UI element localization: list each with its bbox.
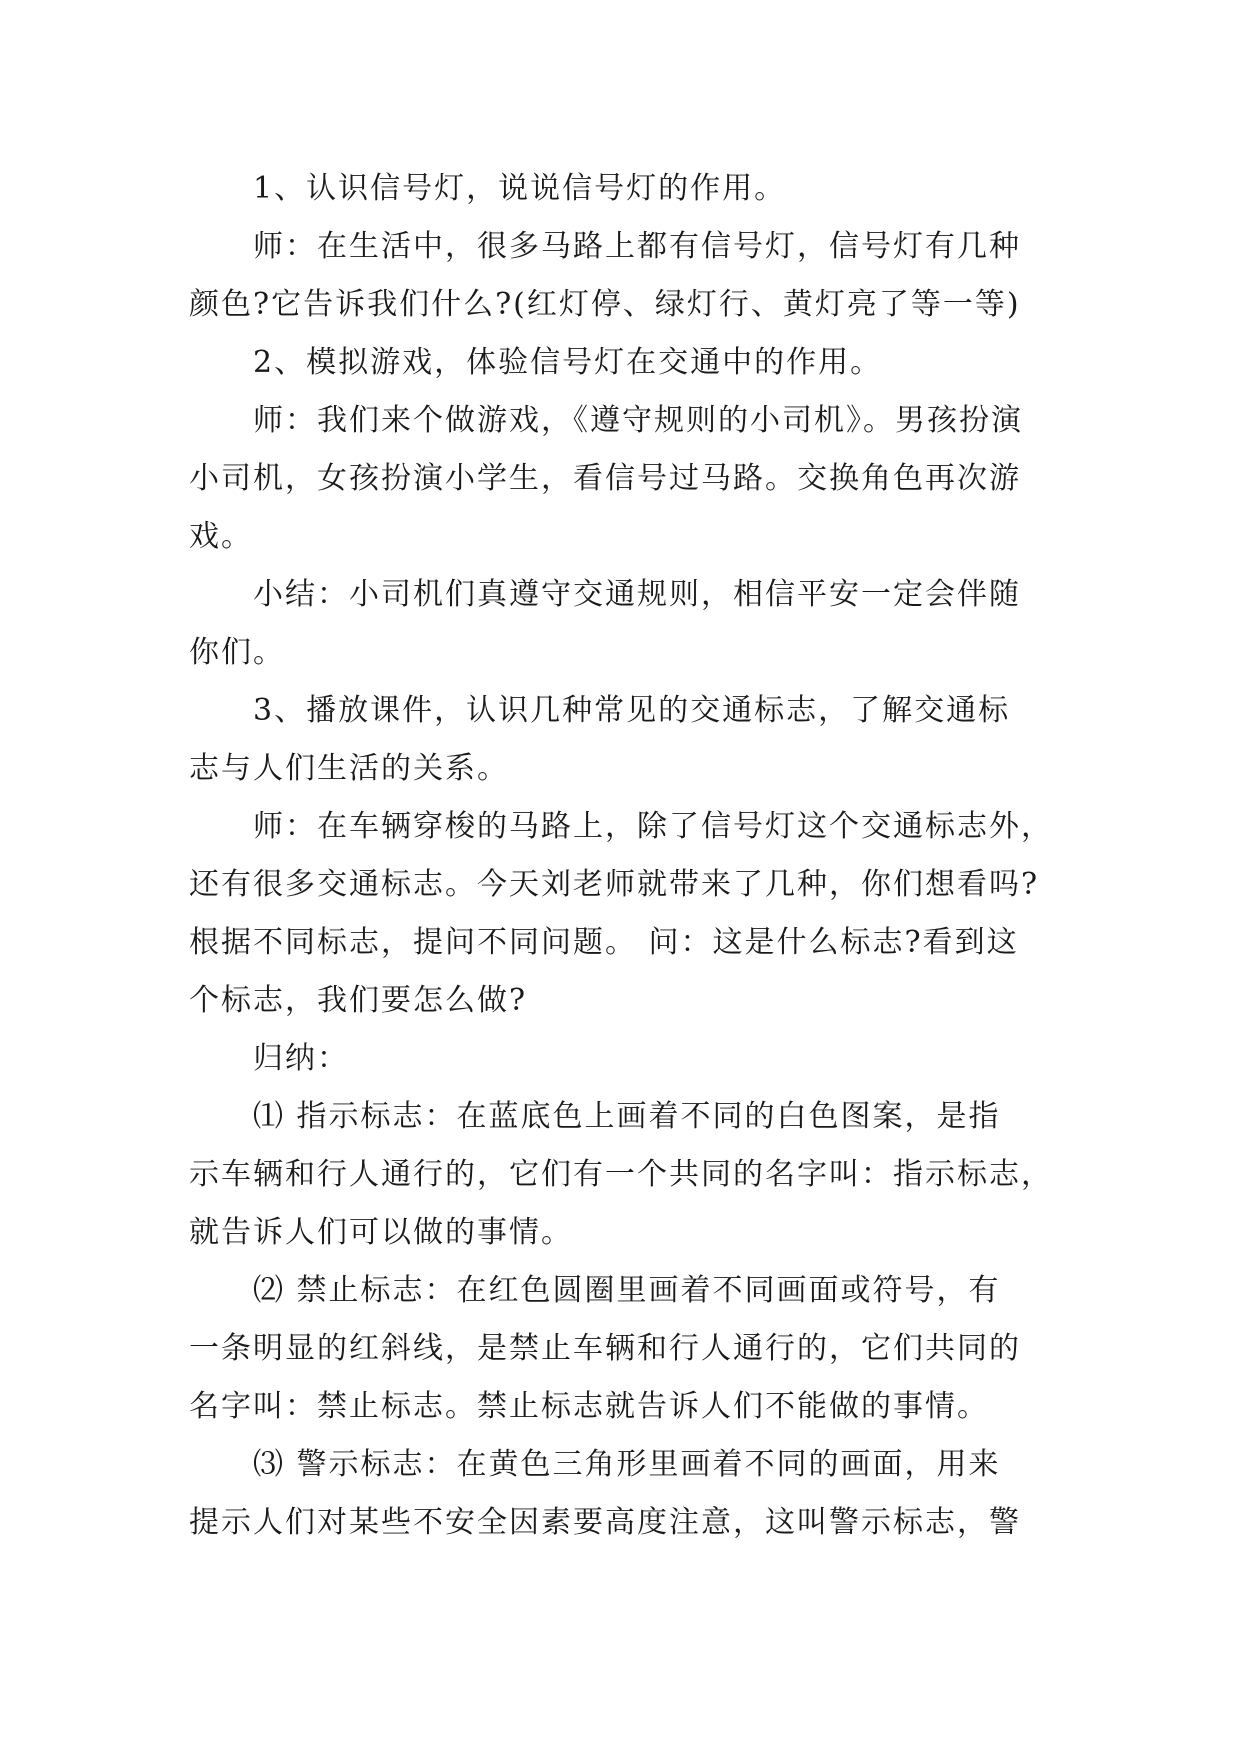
body-text bbox=[189, 160, 1059, 1552]
text-line: 师：在车辆穿梭的马路上，除了信号灯这个交通标志外， bbox=[253, 809, 1053, 844]
text-line: 归纳： bbox=[253, 1041, 349, 1076]
text-line: 颜色?它告诉我们什么?(红灯停、绿灯行、黄灯亮了等一等) bbox=[189, 287, 1021, 322]
text-line: 还有很多交通标志。今天刘老师就带来了几种，你们想看吗? bbox=[189, 867, 1040, 902]
text-line: ⑴ 指示标志：在蓝底色上画着不同的白色图案，是指 bbox=[253, 1099, 1001, 1134]
text-line: 1、认识信号灯，说说信号灯的作用。 bbox=[253, 171, 787, 206]
text-line: 师：在生活中，很多马路上都有信号灯，信号灯有几种 bbox=[253, 229, 1021, 264]
text-line: 名字叫：禁止标志。禁止标志就告诉人们不能做的事情。 bbox=[189, 1389, 989, 1424]
text-line: 师：我们来个做游戏，《遵守规则的小司机》。男孩扮演 bbox=[253, 403, 1023, 438]
text-line: 提示人们对某些不安全因素要高度注意，这叫警示标志，警 bbox=[189, 1505, 1021, 1540]
text-line: 志与人们生活的关系。 bbox=[189, 751, 509, 786]
text-line: 戏。 bbox=[189, 519, 253, 554]
text-line: ⑵ 禁止标志：在红色圆圈里画着不同画面或符号，有 bbox=[253, 1273, 1001, 1308]
text-line: 示车辆和行人通行的，它们有一个共同的名字叫：指示标志， bbox=[189, 1157, 1053, 1192]
text-line: 3、播放课件，认识几种常见的交通标志，了解交通标 bbox=[253, 693, 1011, 728]
text-line: 小结：小司机们真遵守交通规则，相信平安一定会伴随 bbox=[253, 577, 1021, 612]
text-line: 就告诉人们可以做的事情。 bbox=[189, 1215, 573, 1250]
text-line: 根据不同标志，提问不同问题。 问：这是什么标志?看到这 bbox=[189, 925, 1019, 960]
text-line: 一条明显的红斜线，是禁止车辆和行人通行的，它们共同的 bbox=[189, 1331, 1021, 1366]
text-line: 小司机，女孩扮演小学生，看信号过马路。交换角色再次游 bbox=[189, 461, 1021, 496]
text-line: 2、模拟游戏，体验信号灯在交通中的作用。 bbox=[253, 345, 883, 380]
text-line: ⑶ 警示标志：在黄色三角形里画着不同的画面，用来 bbox=[253, 1447, 1001, 1482]
text-line: 你们。 bbox=[189, 635, 285, 670]
text-line: 个标志，我们要怎么做? bbox=[189, 983, 528, 1018]
